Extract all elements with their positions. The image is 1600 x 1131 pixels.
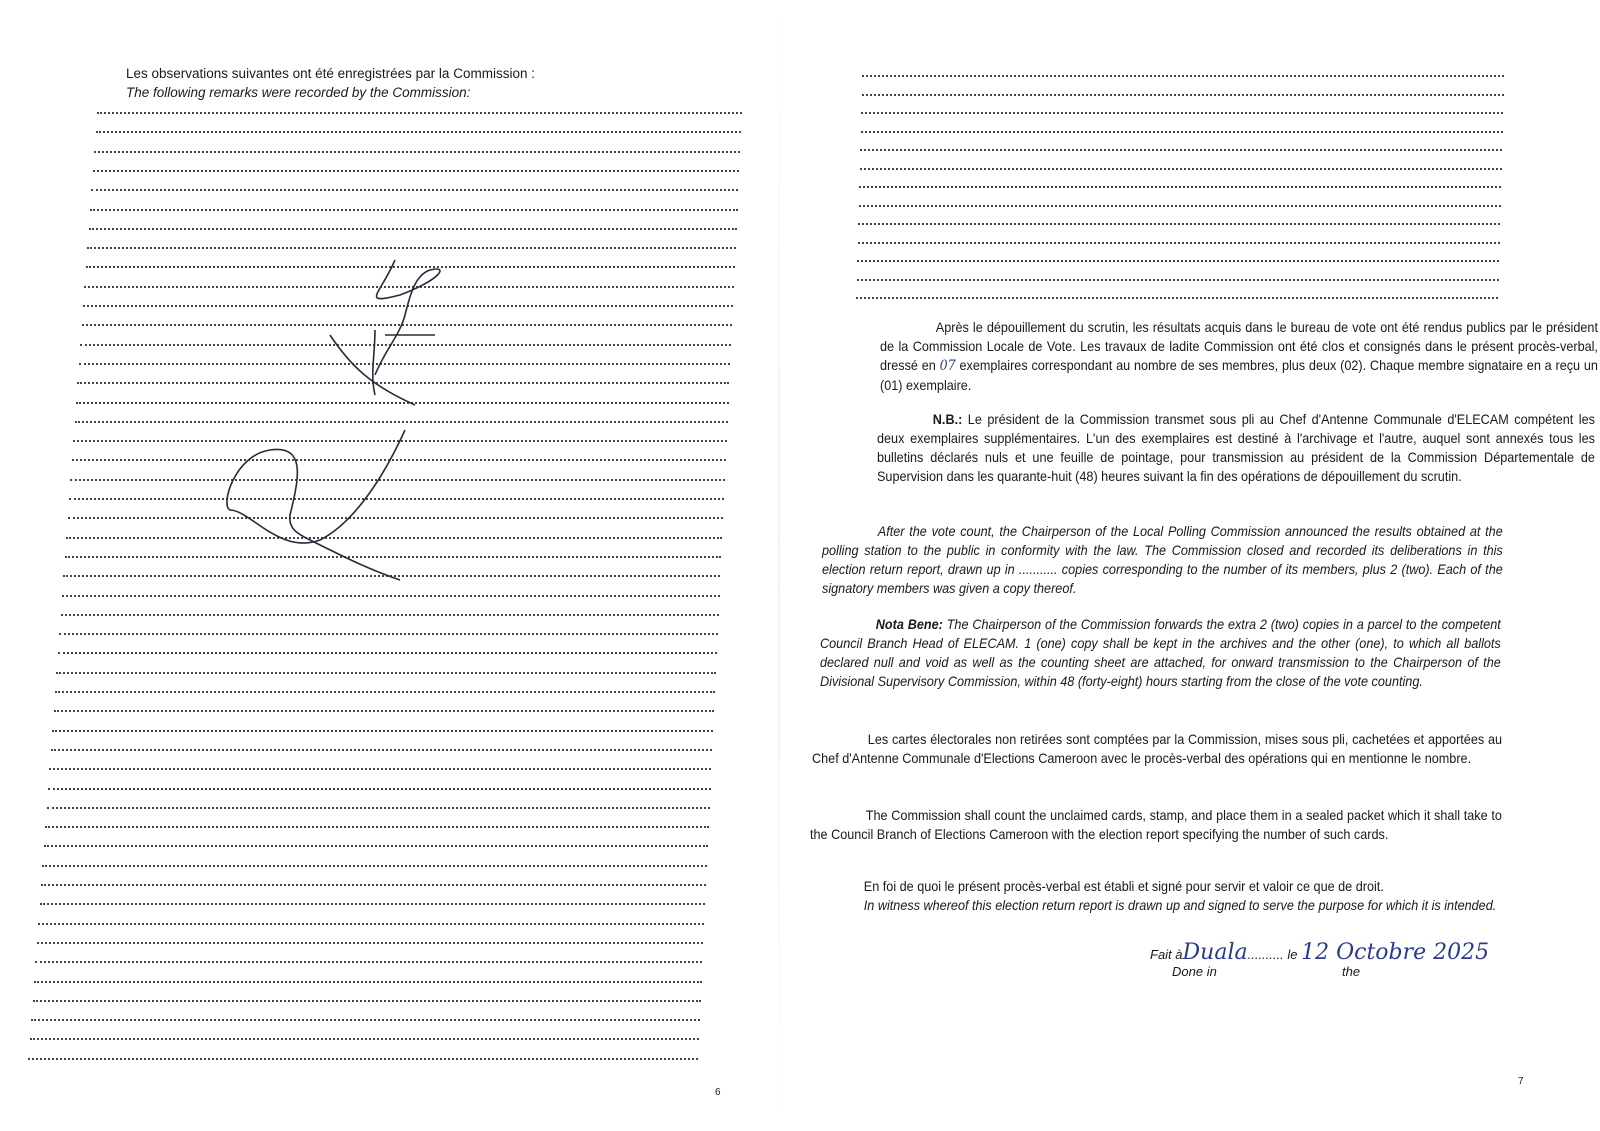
dotted-line [59, 633, 718, 635]
dotted-line [54, 710, 715, 712]
dotted-line [33, 1000, 701, 1002]
nb-label: N.B.: [932, 412, 963, 427]
dotted-line [859, 205, 1501, 207]
dotted-line [856, 297, 1498, 299]
paragraph-witness [808, 877, 1504, 915]
dotted-line [93, 170, 740, 172]
right-page [790, 0, 1600, 1131]
paragraph-nota-bene-en [820, 615, 1501, 691]
text: The Chairperson of the Commission forwards the extra 2 (two) copies in a parcel to the competent Council Branch Head of ELECAM. 1 (one) copy shall be kept in the archives and the other (one), to which all ballots declared null and void as well as the counting sheet are attached, for onward transmission to the Chairperson of the Divisional Supervisory Commission, within 48 (forty-eight) hours starting from the close of the vote counting. [820, 617, 1501, 689]
heading-en: The following remarks were recorded by the Commission: [126, 85, 471, 100]
text: En foi de quoi le présent procès-verbal est établi et signé pour servir et valoir ce que de droit. [863, 879, 1384, 894]
dotted-line [38, 923, 704, 925]
dotted-line [90, 209, 738, 211]
dotted-line [40, 903, 706, 905]
dotted-line [857, 260, 1499, 262]
nota-bene-label: Nota Bene: [875, 617, 943, 632]
dotted-line [94, 151, 740, 153]
dotted-line [91, 189, 738, 191]
handwritten-place: Duala [1182, 940, 1248, 965]
fait-label: Fait à [1150, 947, 1183, 962]
paragraph-nb-fr [877, 410, 1595, 486]
dotted-line [857, 279, 1499, 281]
dotted-line [52, 730, 713, 732]
paragraph-results-en [822, 522, 1503, 598]
le-label: le [1287, 947, 1298, 962]
dotted-line [87, 247, 736, 249]
dotted-line [858, 223, 1500, 225]
dotted-line [37, 942, 704, 944]
handwritten-copies-count: 07 [939, 358, 956, 374]
dotted-line [31, 1019, 700, 1021]
paragraph-cards-en [810, 806, 1502, 844]
paragraph-results-fr [880, 318, 1598, 395]
dotted-line [41, 884, 706, 886]
dotted-line [30, 1038, 699, 1040]
dotted-line [859, 186, 1501, 188]
dotted-line [42, 865, 707, 867]
dotted-line [860, 168, 1502, 170]
text: After the vote count, the Chairperson of the Local Polling Commission announced the results obtained at the polling station to the public in conformity with the law. The Commission closed and recorded its deliberations in this election return report, drawn up in ........... copies corresponding to the number of its members, plus 2 (two). Each of the signatory members was given a copy thereof. [822, 524, 1503, 596]
dotted-line [860, 149, 1502, 151]
dotted-line [45, 826, 709, 828]
dotted-line [89, 228, 737, 230]
dotted-line [51, 749, 713, 751]
dotted-line [44, 845, 708, 847]
heading-fr: Les observations suivantes ont été enregistrées par la Commission : [126, 66, 535, 81]
dotted-line [48, 788, 711, 790]
dotted-line [28, 1058, 698, 1060]
page-fold [778, 0, 780, 1131]
dotted-line [47, 807, 710, 809]
dotted-line [96, 131, 742, 133]
dotted-line [862, 94, 1504, 96]
text: The Commission shall count the unclaimed cards, stamp, and place them in a sealed packet which it shall take to the Council Branch of Elections Cameroon with the election report specifying the number of such cards. [810, 808, 1502, 842]
text: Les cartes électorales non retirées sont comptées par la Commission, mises sous pli, cachetées et apportées au Chef d'Antenne Communale d'Elections Cameroon avec le procès-verbal des opérations qui en mentionne le nombre. [812, 732, 1503, 766]
dotted-line [97, 112, 742, 114]
the-label: the [1342, 964, 1361, 979]
dotted-line [862, 75, 1504, 77]
text: In witness whereof this election return report is drawn up and signed to serve the purpose for which it is intended. [863, 898, 1497, 913]
dotted-line [55, 691, 715, 693]
dotted-line [861, 131, 1503, 133]
dotted-line [35, 961, 702, 963]
paragraph-cards-fr [812, 730, 1502, 768]
dotted-line [34, 981, 702, 983]
dotted-line [61, 614, 719, 616]
dotted-line [49, 768, 711, 770]
dotted-line [58, 652, 717, 654]
signature-place-date [1150, 940, 1489, 965]
page-number: 6 [715, 1087, 721, 1098]
handwritten-signature [210, 255, 470, 595]
handwritten-date: 12 Octobre 2025 [1301, 940, 1490, 965]
dotted-line [861, 112, 1503, 114]
dots: .......... [1247, 947, 1284, 962]
page-number: 7 [1518, 1076, 1524, 1087]
text: Le président de la Commission transmet sous pli au Chef d'Antenne Communale d'ELECAM compétent les deux exemplaires supplémentaires. L'un des exemplaires est destiné à l'archivage et l'autre, auquel sont annexés tous les bulletins déclarés nuls et une feuille de pointage, pour transmission au président de la Commission Départementale de Supervision dans les quarante-huit (48) heures suivant la fin des opérations de dépouillement du scrutin. [877, 412, 1595, 484]
observations-heading [126, 64, 535, 102]
text: exemplaires correspondant au nombre de ses membres, plus deux (02). Chaque membre signataire en a reçu un (01) exemplaire. [880, 358, 1598, 393]
text: Après le dépouillement du scrutin, les résultats acquis dans le bureau de vote ont été rendus publics par le président de la Commission Locale de Vote. Les travaux de ladite Commission ont été clos et consignés dans le présent procès-verbal, dressé en [880, 320, 1598, 373]
dotted-line [858, 242, 1500, 244]
left-page [0, 0, 790, 1131]
dotted-line [56, 672, 716, 674]
done-in-label: Done in [1172, 964, 1217, 979]
